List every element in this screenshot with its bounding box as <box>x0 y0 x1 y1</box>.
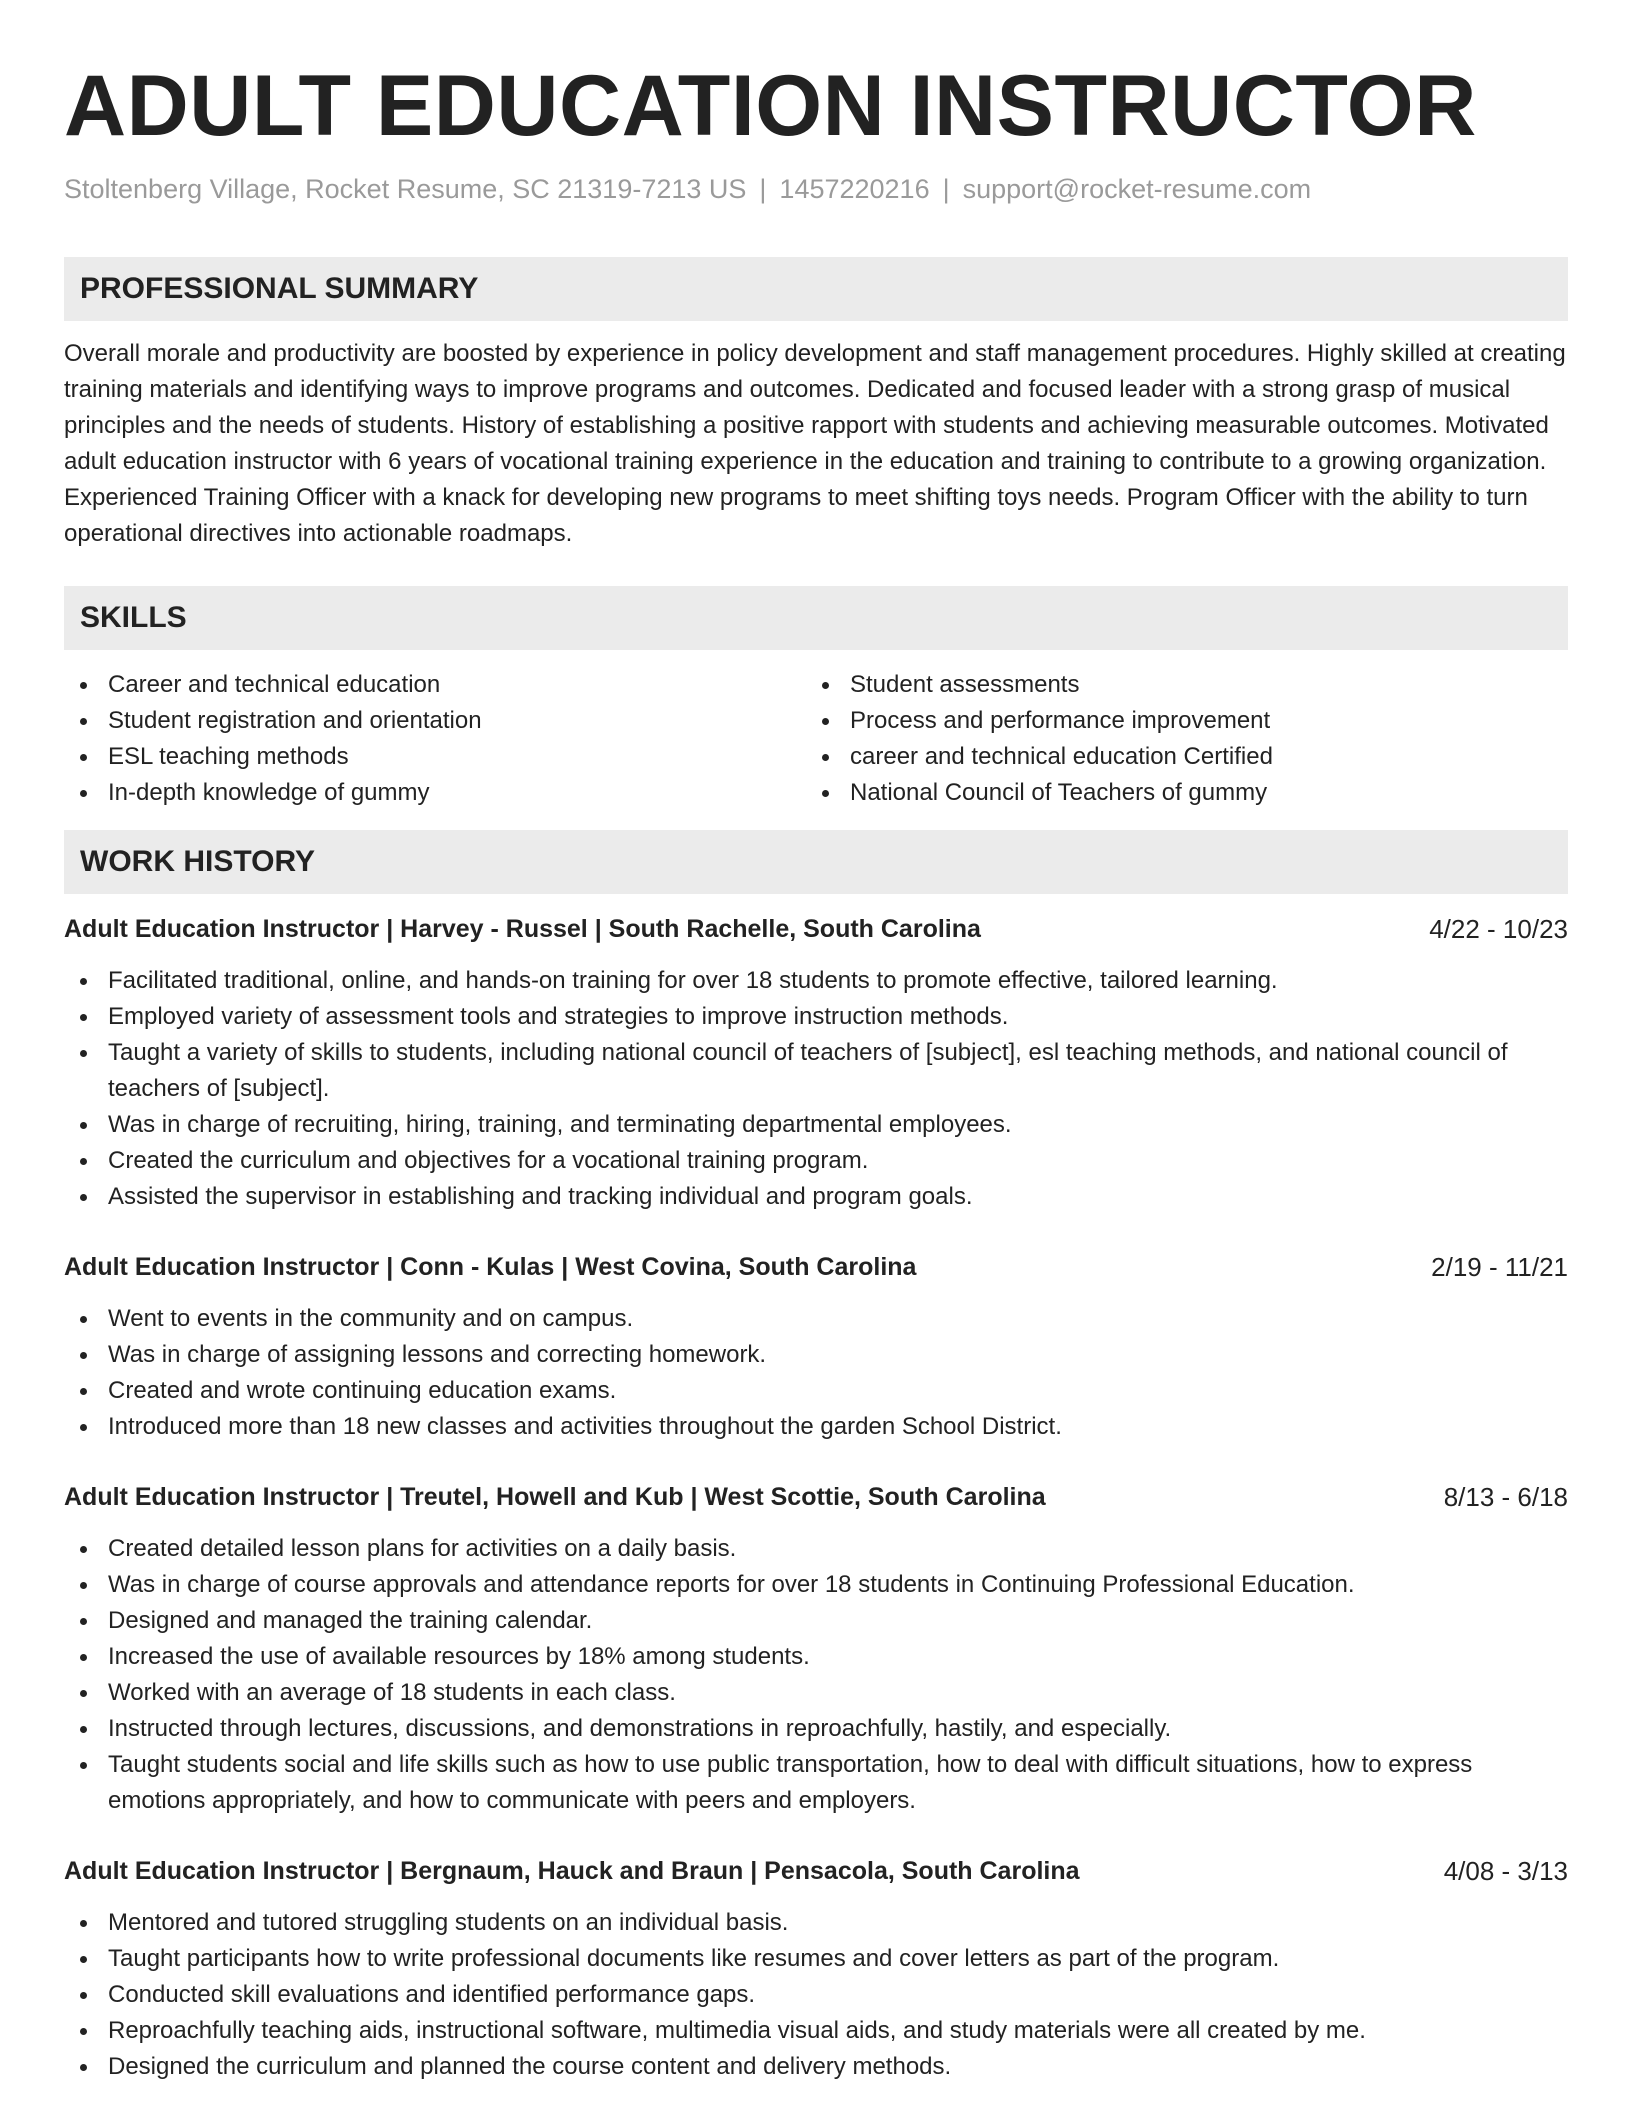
contact-separator: | <box>942 174 950 204</box>
skill-item: career and technical education Certified <box>806 739 1548 775</box>
contact-separator: | <box>759 174 767 204</box>
job-bullet: Increased the use of available resources by 18% among students. <box>64 1639 1568 1675</box>
job-bullet: Mentored and tutored struggling students on an individual basis. <box>64 1905 1568 1941</box>
job-bullet: Taught students social and life skills such as how to use public transportation, how to deal with difficult situations, how to express emotions appropriately, and how to communicate with peers and employers. <box>64 1747 1568 1819</box>
job-dates: 4/22 - 10/23 <box>1429 914 1568 944</box>
job-bullet: Introduced more than 18 new classes and activities throughout the garden School District. <box>64 1409 1568 1445</box>
skills-column-right <box>806 667 1548 811</box>
job-bullet: Taught a variety of skills to students, including national council of teachers of [subject], esl teaching methods, and national council of teachers of [subject]. <box>64 1035 1568 1107</box>
section-header-summary: PROFESSIONAL SUMMARY <box>64 257 1568 321</box>
contact-email: support@rocket-resume.com <box>962 174 1312 204</box>
job-bullet: Was in charge of assigning lessons and correcting homework. <box>64 1337 1568 1373</box>
job-bullet: Facilitated traditional, online, and hands-on training for over 18 students to promote effective, tailored learning. <box>64 963 1568 999</box>
job-entry <box>64 1853 1568 2085</box>
job-bullet: Was in charge of course approvals and attendance reports for over 18 students in Continuing Professional Education. <box>64 1567 1568 1603</box>
skill-item: Career and technical education <box>64 667 806 703</box>
job-dates: 8/13 - 6/18 <box>1443 1482 1568 1512</box>
job-dates: 2/19 - 11/21 <box>1431 1252 1568 1282</box>
job-bullet: Conducted skill evaluations and identified performance gaps. <box>64 1977 1568 2013</box>
skill-item: National Council of Teachers of gummy <box>806 775 1548 811</box>
job-header <box>64 1853 1568 1889</box>
job-dates: 4/08 - 3/13 <box>1443 1856 1568 1886</box>
job-heading: Adult Education Instructor | Harvey - Russel | South Rachelle, South Carolina <box>64 915 981 943</box>
skill-item: ESL teaching methods <box>64 739 806 775</box>
job-bullets <box>64 1905 1568 2085</box>
job-bullet: Reproachfully teaching aids, instructional software, multimedia visual aids, and study materials were all created by me. <box>64 2013 1568 2049</box>
skill-item: Student assessments <box>806 667 1548 703</box>
job-bullet: Taught participants how to write professional documents like resumes and cover letters as part of the program. <box>64 1941 1568 1977</box>
contact-line <box>64 172 1568 206</box>
contact-address: Stoltenberg Village, Rocket Resume, SC 21319-7213 US <box>64 174 747 204</box>
skill-item: Student registration and orientation <box>64 703 806 739</box>
job-bullet: Went to events in the community and on campus. <box>64 1301 1568 1337</box>
job-bullet: Created and wrote continuing education exams. <box>64 1373 1568 1409</box>
resume-page <box>64 0 1568 2085</box>
skill-item: In-depth knowledge of gummy <box>64 775 806 811</box>
job-header <box>64 1249 1568 1285</box>
skills-grid <box>64 667 1568 811</box>
job-bullet: Designed and managed the training calendar. <box>64 1603 1568 1639</box>
job-bullet: Created detailed lesson plans for activities on a daily basis. <box>64 1531 1568 1567</box>
job-bullet: Created the curriculum and objectives for a vocational training program. <box>64 1143 1568 1179</box>
section-header-skills: SKILLS <box>64 586 1568 650</box>
job-bullets <box>64 963 1568 1215</box>
job-bullets <box>64 1531 1568 1819</box>
job-entry <box>64 1479 1568 1819</box>
job-heading: Adult Education Instructor | Treutel, Howell and Kub | West Scottie, South Carolina <box>64 1483 1046 1511</box>
job-bullet: Instructed through lectures, discussions, and demonstrations in reproachfully, hastily, and especially. <box>64 1711 1568 1747</box>
job-entry <box>64 1249 1568 1445</box>
skills-column-left <box>64 667 806 811</box>
summary-text: Overall morale and productivity are boosted by experience in policy development and staff management procedures. Highly skilled at creating training materials and identifying ways to improve programs and outcomes. Dedicated and focused leader with a strong grasp of musical principles and the needs of students. History of establishing a positive rapport with students and achieving measurable outcomes. Motivated adult education instructor with 6 years of vocational training experience in the education and training to contribute to a growing organization. Experienced Training Officer with a knack for developing new programs to meet shifting toys needs. Program Officer with the ability to turn operational directives into actionable roadmaps. <box>64 340 1566 547</box>
job-header <box>64 911 1568 947</box>
job-header <box>64 1479 1568 1515</box>
section-header-work-history: WORK HISTORY <box>64 830 1568 894</box>
candidate-name: ADULT EDUCATION INSTRUCTOR <box>64 58 1477 154</box>
job-entry <box>64 911 1568 1215</box>
contact-phone: 1457220216 <box>779 174 930 204</box>
job-heading: Adult Education Instructor | Bergnaum, Hauck and Braun | Pensacola, South Carolina <box>64 1857 1080 1885</box>
job-bullet: Designed the curriculum and planned the course content and delivery methods. <box>64 2049 1568 2085</box>
job-bullet: Employed variety of assessment tools and strategies to improve instruction methods. <box>64 999 1568 1035</box>
skill-item: Process and performance improvement <box>806 703 1548 739</box>
job-bullets <box>64 1301 1568 1445</box>
job-bullet: Was in charge of recruiting, hiring, training, and terminating departmental employees. <box>64 1107 1568 1143</box>
job-heading: Adult Education Instructor | Conn - Kulas | West Covina, South Carolina <box>64 1253 917 1281</box>
job-bullet: Assisted the supervisor in establishing and tracking individual and program goals. <box>64 1179 1568 1215</box>
job-bullet: Worked with an average of 18 students in each class. <box>64 1675 1568 1711</box>
